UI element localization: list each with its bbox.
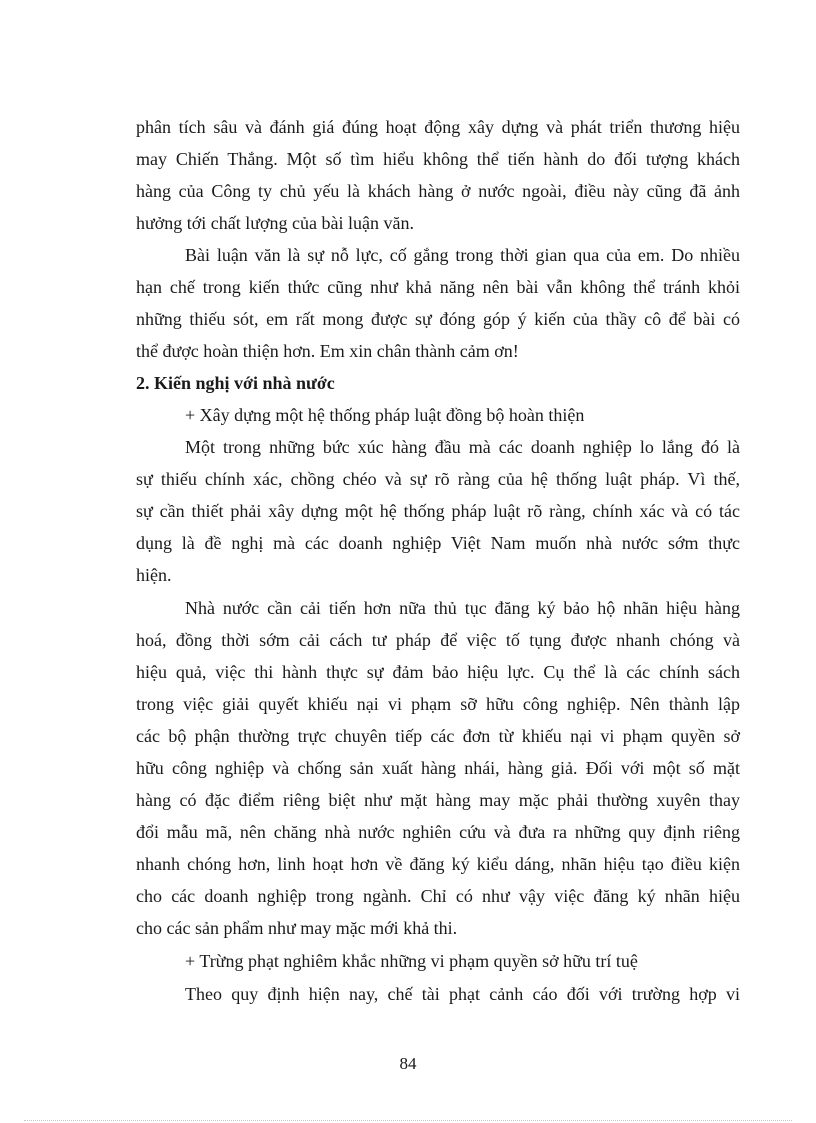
- body-text-line: hàng có đặc điểm riêng biệt như mặt hàng may mặc phải thường xuyên thay: [136, 790, 740, 810]
- section-heading: 2. Kiến nghị với nhà nước: [136, 373, 335, 393]
- body-text-line: Bài luận văn là sự nỗ lực, cố gắng trong thời gian qua của em. Do nhiều: [185, 245, 740, 265]
- body-text-line: may Chiến Thắng. Một số tìm hiểu không thể tiến hành do đối tượng khách: [136, 149, 740, 169]
- body-text-line: thể được hoàn thiện hơn. Em xin chân thành cảm ơn!: [136, 341, 519, 361]
- body-text-line: Nhà nước cần cải tiến hơn nữa thủ tục đăng ký bảo hộ nhãn hiệu hàng: [185, 598, 740, 618]
- sub-item-line: + Trừng phạt nghiêm khắc những vi phạm quyền sở hữu trí tuệ: [185, 951, 638, 971]
- sub-item-line: + Xây dựng một hệ thống pháp luật đồng bộ hoàn thiện: [185, 405, 585, 425]
- body-text-line: trong việc giải quyết khiếu nại vi phạm sỡ hữu công nghiệp. Nên thành lập: [136, 694, 740, 714]
- body-text-line: hữu công nghiệp và chống sản xuất hàng nhái, hàng giả. Đối với một số mặt: [136, 758, 740, 778]
- body-text-line: Theo quy định hiện nay, chế tài phạt cảnh cáo đối với trường hợp vi: [185, 984, 740, 1004]
- body-text-line: hàng của Công ty chủ yếu là khách hàng ở nước ngoài, điều này cũng đã ảnh: [136, 181, 740, 201]
- body-text-line: hiệu quả, việc thi hành thực sự đảm bảo hiệu lực. Cụ thể là các chính sách: [136, 662, 740, 682]
- body-text-line: hiện.: [136, 565, 172, 585]
- body-text-line: những thiếu sót, em rất mong được sự đóng góp ý kiến của thầy cô để bài có: [136, 309, 740, 329]
- body-text-line: cho các sản phẩm như may mặc mới khả thi.: [136, 918, 458, 938]
- body-text-line: cho các doanh nghiệp trong ngành. Chỉ có như vậy việc đăng ký nhãn hiệu: [136, 886, 740, 906]
- page-number: 84: [399, 1054, 417, 1073]
- body-text-line: các bộ phận thường trực chuyên tiếp các đơn từ khiếu nại vi phạm quyền sở: [136, 726, 740, 746]
- body-text-line: sự thiếu chính xác, chồng chéo và sự rõ ràng của hệ thống luật pháp. Vì thế,: [136, 469, 740, 489]
- body-text-line: Một trong những bức xúc hàng đầu mà các doanh nghiệp lo lắng đó là: [185, 437, 740, 457]
- body-text-line: phân tích sâu và đánh giá đúng hoạt động xây dựng và phát triển thương hiệu: [136, 117, 740, 137]
- body-text-line: hoá, đồng thời sớm cải cách tư pháp để việc tố tụng được nhanh chóng và: [136, 630, 740, 650]
- footer-divider: [24, 1120, 792, 1121]
- body-text-line: hưởng tới chất lượng của bài luận văn.: [136, 213, 414, 233]
- body-text-line: hạn chế trong kiến thức cũng như khả năng nên bài vẫn không thể tránh khỏi: [136, 277, 740, 297]
- body-text-line: sự cần thiết phải xây dựng một hệ thống pháp luật rõ ràng, chính xác và có tác: [136, 501, 740, 521]
- body-text-line: nhanh chóng hơn, linh hoạt hơn về đăng ký kiểu dáng, nhãn hiệu tạo điều kiện: [136, 854, 740, 874]
- body-text-line: dụng là đề nghị mà các doanh nghiệp Việt Nam muốn nhà nước sớm thực: [136, 533, 740, 553]
- body-text-line: đổi mẫu mã, nên chăng nhà nước nghiên cứu và đưa ra những quy định riêng: [136, 822, 740, 842]
